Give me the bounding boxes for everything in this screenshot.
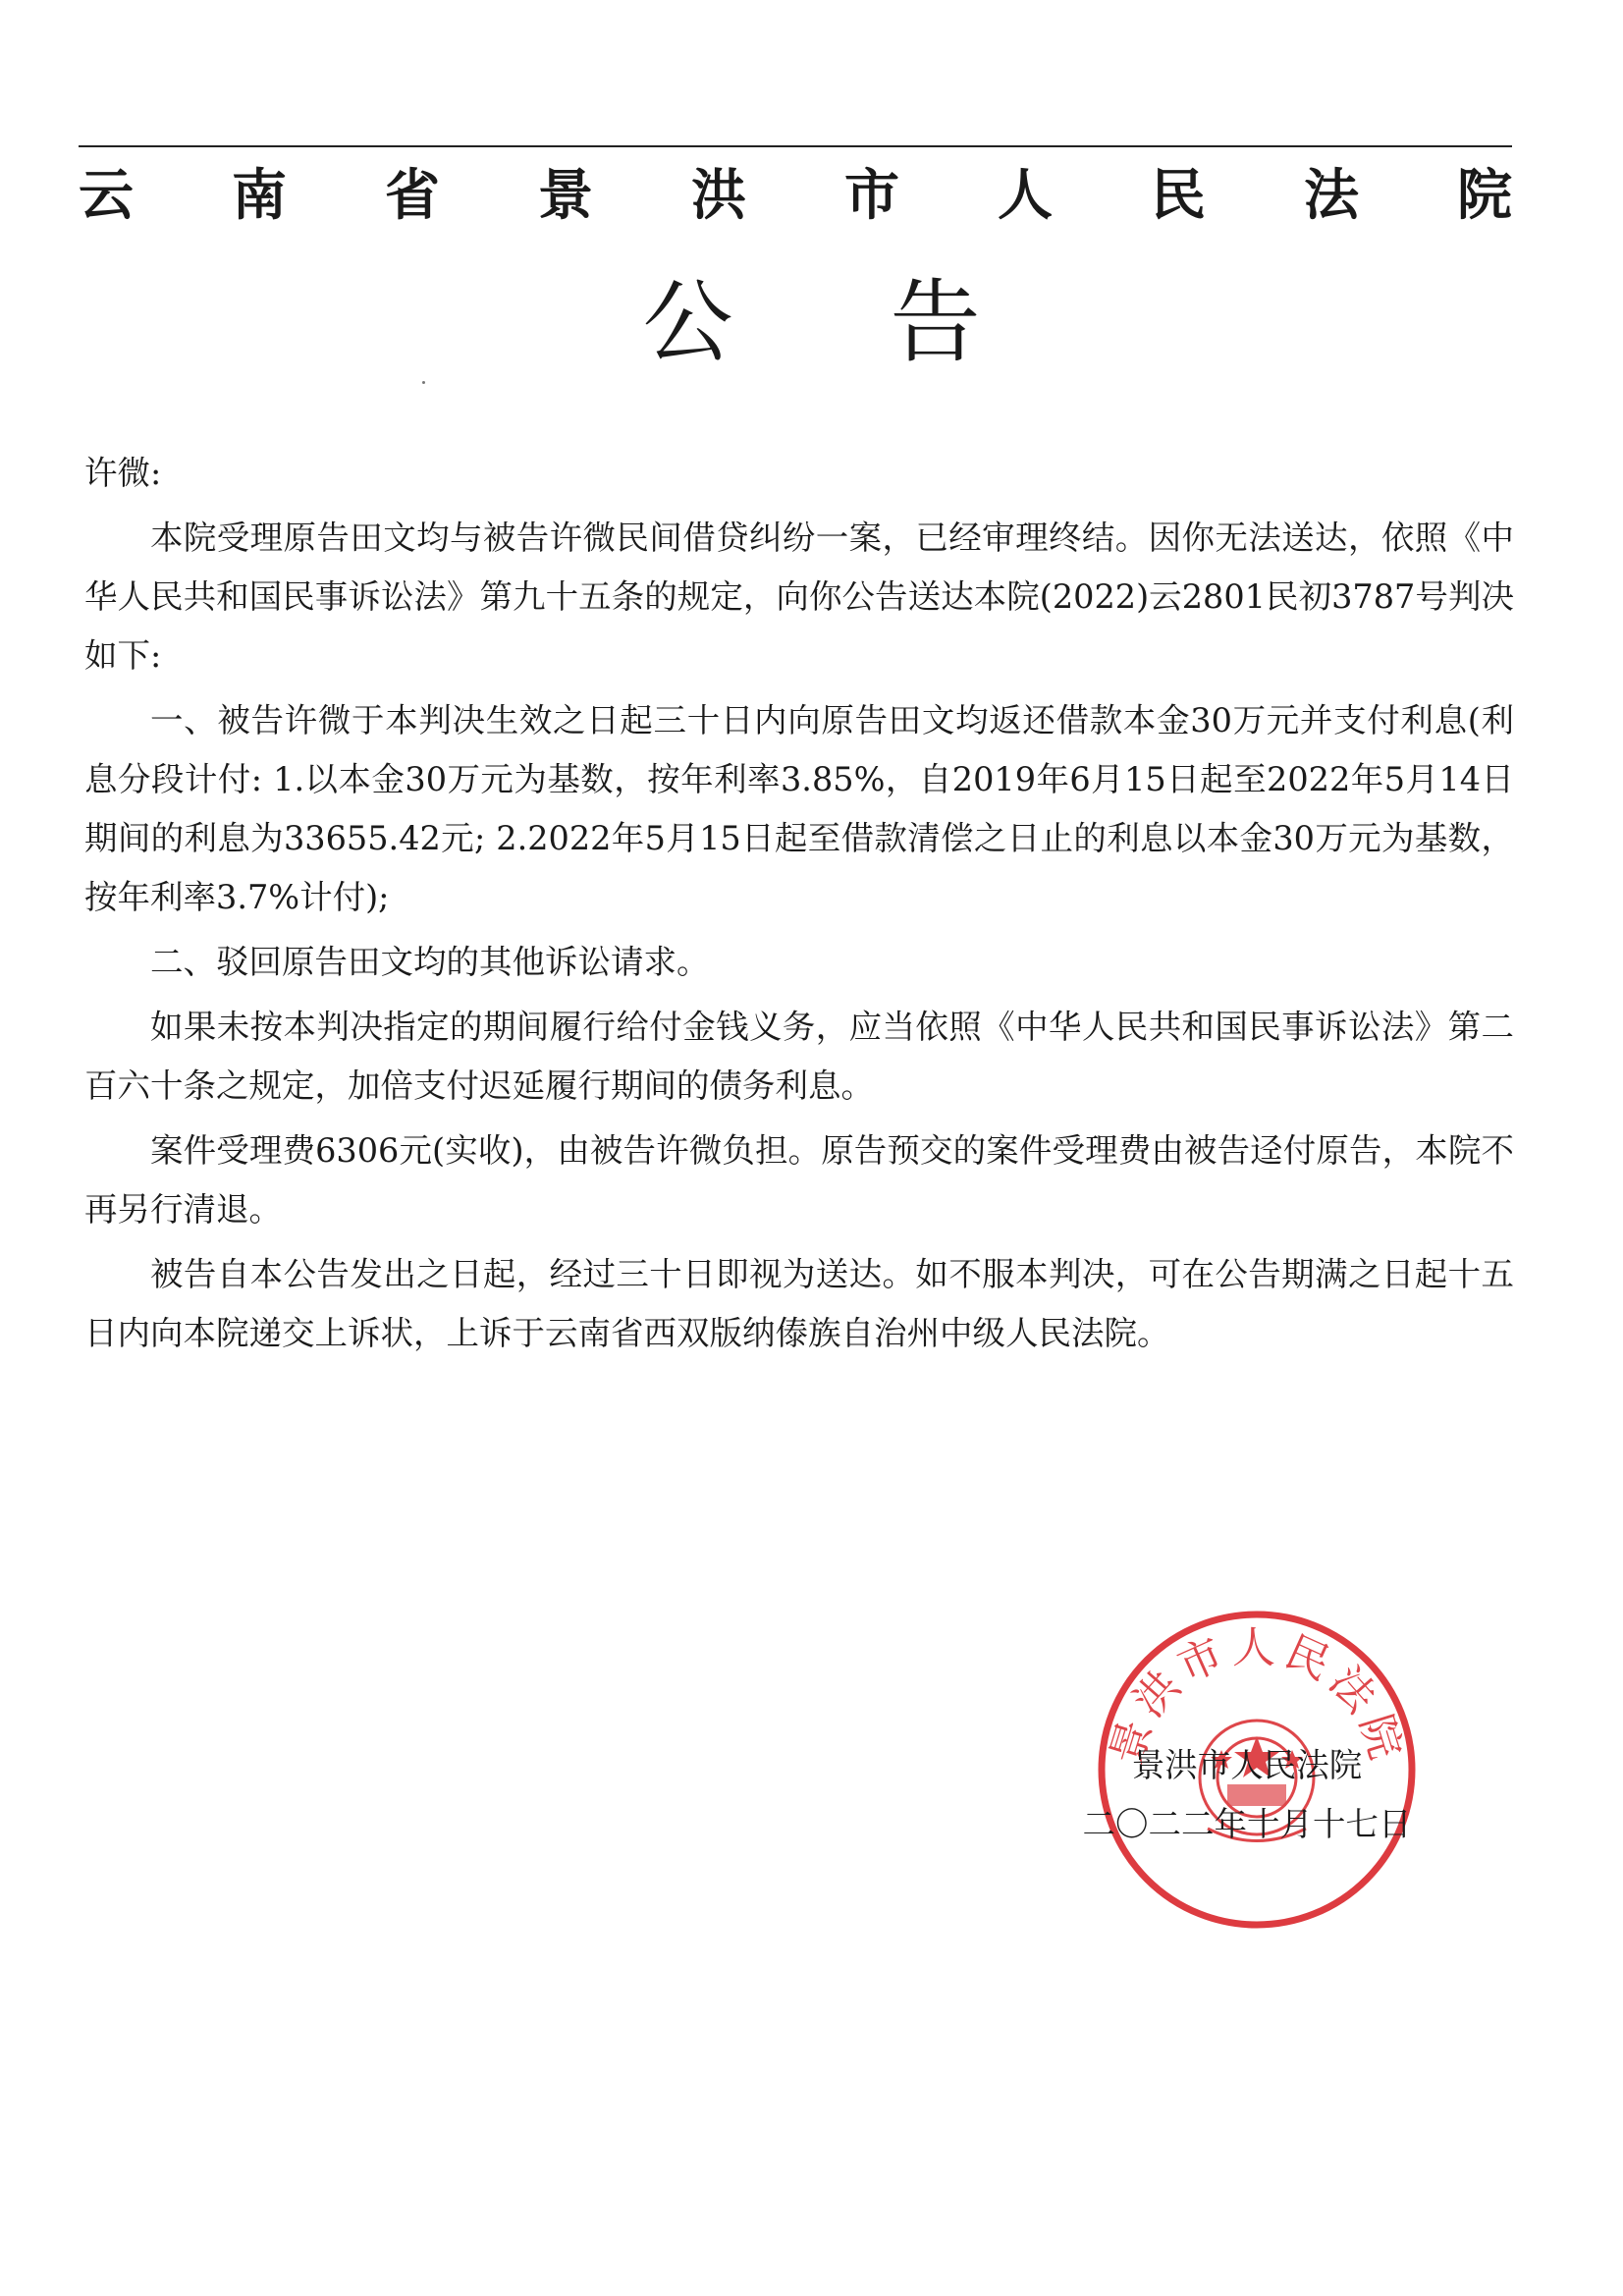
signature-block [1031, 1736, 1463, 1854]
court-name-heading [79, 157, 1512, 226]
body-paragraph: 如果未按本判决指定的期间履行给付金钱义务，应当依照《中华人民共和国民事诉讼法》第二百六十条之规定，加倍支付迟延履行期间的债务利息。 [84, 1008, 1514, 1105]
judgment-item-1: 一、被告许微于本判决生效之日起三十日内向原告田文均返还借款本金30万元并支付利息(利息分段计付: 1.以本金30万元为基数，按年利率3.85%，自2019年6月15日起至2022年5月14日期间的利息为33655.42元; 2.2022年5月15日起至借款清偿之日止的利息以本金30万元为基数，按年利率3.7%计付); [84, 701, 1514, 916]
addressee: 许微: [84, 454, 162, 492]
scan-speck [422, 381, 425, 384]
notice-title: 公告 [642, 270, 1138, 375]
court-name-char: 市 [844, 164, 899, 228]
signing-date: 二〇二二年十月十七日 [1082, 1805, 1412, 1843]
signing-court: 景洪市人民法院 [1131, 1746, 1363, 1784]
court-name-char: 院 [1457, 164, 1512, 228]
court-name-char: 省 [385, 164, 440, 228]
notice-body [84, 444, 1514, 1369]
court-name-char: 洪 [691, 164, 746, 228]
body-paragraph: 被告自本公告发出之日起，经过三十日即视为送达。如不服本判决，可在公告期满之日起十五日内向本院递交上诉状，上诉于云南省西双版纳傣族自治州中级人民法院。 [84, 1255, 1514, 1352]
court-name-char: 景 [538, 164, 593, 228]
header-rule [79, 145, 1512, 147]
court-name-char: 人 [998, 164, 1053, 228]
court-name-char: 云 [79, 164, 134, 228]
seal-ring-text: 景洪市人民法院 [1101, 1622, 1413, 1771]
court-name-char: 民 [1151, 164, 1206, 228]
body-paragraph: 案件受理费6306元(实收)，由被告许微负担。原告预交的案件受理费由被告迳付原告，本院不再另行清退。 [84, 1131, 1514, 1229]
judgment-item-2: 二、驳回原告田文均的其他诉讼请求。 [150, 943, 710, 981]
court-name-char: 法 [1304, 164, 1359, 228]
court-name-char: 南 [232, 164, 287, 228]
body-paragraph: 本院受理原告田文均与被告许微民间借贷纠纷一案，已经审理终结。因你无法送达，依照《中华人民共和国民事诉讼法》第九十五条的规定，向你公告送达本院(2022)云2801民初3787号判决如下: [84, 519, 1514, 675]
